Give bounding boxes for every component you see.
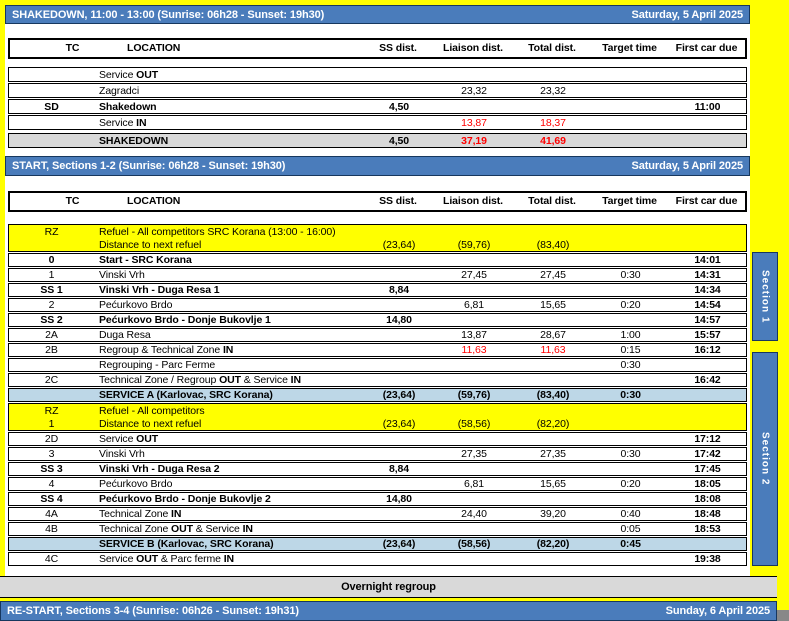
- cell-total: (83,40): [536, 238, 570, 251]
- column-header-ss: SS dist.: [379, 195, 417, 207]
- column-header-due: First car due: [675, 195, 738, 207]
- cell-total: (82,20): [536, 538, 570, 550]
- cell-tc: SS 4: [40, 493, 63, 505]
- cell-liaison: 11,63: [461, 344, 487, 356]
- shakedown-banner-date: Saturday, 5 April 2025: [631, 8, 743, 21]
- table-row: [8, 522, 747, 536]
- cell-liaison: (58,56): [457, 538, 491, 550]
- table-row: [8, 358, 747, 372]
- table-row: [8, 507, 747, 521]
- section-2-tab-label: Section 2: [759, 432, 771, 486]
- cell-liaison: 27,35: [461, 448, 487, 460]
- cell-tc: 4B: [45, 523, 58, 535]
- cell-loc: Distance to next refuel: [99, 238, 202, 251]
- cell-loc: Zagradci: [99, 84, 140, 97]
- cell-due: 18:48: [694, 508, 721, 520]
- table-row: [8, 115, 747, 130]
- cell-liaison: 27,45: [461, 269, 487, 281]
- cell-target: 0:05: [620, 523, 641, 535]
- cell-loc: Shakedown: [99, 100, 157, 113]
- cell-due: 14:01: [694, 254, 721, 266]
- cell-due: 18:05: [694, 478, 721, 490]
- cell-loc: Regroup & Technical Zone IN: [99, 344, 234, 356]
- cell-ss: (23,64): [382, 538, 416, 550]
- cell-tc: 2A: [45, 329, 58, 341]
- cell-tc: RZ: [44, 225, 59, 238]
- cell-target: 0:40: [620, 508, 641, 520]
- start-banner: [5, 156, 750, 176]
- cell-total: (82,20): [536, 417, 570, 430]
- cell-total: 18,37: [540, 116, 566, 129]
- cell-tc: 0: [48, 254, 55, 266]
- table-row: [8, 298, 747, 312]
- cell-loc: SHAKEDOWN: [99, 134, 169, 147]
- cell-due: 18:08: [694, 493, 721, 505]
- shakedown-banner-title: SHAKEDOWN, 11:00 - 13:00 (Sunrise: 06h28 - Sunset: 19h30): [12, 8, 325, 21]
- table-row: [8, 447, 747, 461]
- table-row: [8, 238, 747, 252]
- cell-target: 0:30: [620, 359, 641, 371]
- column-header-total: Total dist.: [528, 195, 576, 207]
- cell-tc: 4C: [44, 553, 59, 565]
- table-row: [8, 537, 747, 551]
- cell-liaison: (59,76): [457, 389, 491, 401]
- cell-due: 17:42: [694, 448, 721, 460]
- cell-due: 14:34: [694, 284, 721, 296]
- cell-target: 0:45: [620, 538, 641, 550]
- cell-loc: Technical Zone / Regroup OUT & Service IN: [99, 374, 301, 386]
- cell-ss: (23,64): [382, 238, 416, 251]
- cell-loc: Vinski Vrh: [99, 269, 145, 281]
- cell-ss: 14,80: [386, 493, 412, 505]
- cell-total: 23,32: [540, 84, 566, 97]
- cell-tc: 1: [48, 269, 55, 281]
- shakedown-banner: [5, 5, 750, 24]
- table-row: [8, 403, 747, 417]
- column-header-row-shakedown: [8, 38, 747, 59]
- cell-loc: Service OUT: [99, 433, 159, 445]
- table-row: [8, 462, 747, 476]
- cell-liaison: (58,56): [457, 417, 491, 430]
- section-1-tab: [752, 252, 778, 341]
- table-row: [8, 133, 747, 148]
- cell-due: 15:57: [694, 329, 721, 341]
- cell-loc: Distance to next refuel: [99, 417, 202, 430]
- cell-due: 14:54: [694, 299, 721, 311]
- table-row: [8, 83, 747, 98]
- cell-target: 0:15: [620, 344, 641, 356]
- cell-tc: RZ: [44, 404, 59, 417]
- table-row: [8, 492, 747, 506]
- overnight-regroup-label: Overnight regroup: [341, 581, 436, 593]
- cell-total: (83,40): [536, 389, 570, 401]
- cell-liaison: 23,32: [461, 84, 487, 97]
- cell-due: 16:42: [694, 374, 721, 386]
- cell-loc: Technical Zone OUT & Service IN: [99, 523, 253, 535]
- cell-total: 15,65: [540, 478, 566, 490]
- cell-ss: 8,84: [388, 284, 410, 296]
- cell-target: 0:30: [620, 269, 641, 281]
- cell-liaison: 24,40: [461, 508, 487, 520]
- cell-loc: Pećurkovo Brdo - Donje Bukovlje 1: [99, 314, 271, 326]
- table-row: [8, 373, 747, 387]
- table-row: [8, 253, 747, 267]
- table-row: [8, 224, 747, 238]
- cell-loc: Vinski Vrh: [99, 448, 145, 460]
- cell-total: 15,65: [540, 299, 566, 311]
- table-row: [8, 343, 747, 357]
- cell-due: 11:00: [694, 100, 721, 113]
- section-2-tab: [752, 352, 778, 566]
- column-header-liaison: Liaison dist.: [443, 42, 503, 54]
- cell-target: 0:20: [620, 299, 641, 311]
- cell-due: 14:31: [694, 269, 721, 281]
- cell-due: 17:45: [694, 463, 721, 475]
- cell-due: 19:38: [694, 553, 721, 565]
- cell-target: 0:30: [620, 448, 641, 460]
- section-1-tab-label: Section 1: [759, 269, 771, 324]
- cell-liaison: 6,81: [463, 299, 485, 311]
- cell-total: 41,69: [540, 134, 566, 147]
- cell-loc: Refuel - All competitors: [99, 404, 205, 417]
- cell-ss: 14,80: [386, 314, 412, 326]
- table-row: [8, 99, 747, 114]
- restart-banner: [0, 601, 777, 621]
- table-row: [8, 432, 747, 446]
- column-header-loc: LOCATION: [127, 195, 181, 207]
- cell-ss: 4,50: [388, 134, 410, 147]
- table-row: [8, 328, 747, 342]
- cell-loc: Service OUT: [99, 68, 159, 81]
- column-header-target: Target time: [602, 42, 657, 54]
- cell-due: 16:12: [694, 344, 721, 356]
- cell-loc: SERVICE A (Karlovac, SRC Korana): [99, 389, 273, 401]
- cell-loc: Service OUT & Parc ferme IN: [99, 553, 235, 565]
- cell-liaison: 13,87: [461, 329, 487, 341]
- cell-liaison: 6,81: [463, 478, 485, 490]
- cell-ss: (23,64): [382, 417, 416, 430]
- cell-loc: Refuel - All competitors SRC Korana (13:00 - 16:00): [99, 225, 336, 238]
- cell-loc: Service IN: [99, 116, 147, 129]
- column-header-tc: TC: [65, 42, 80, 54]
- cell-target: 0:20: [620, 478, 641, 490]
- cell-loc: Pećurkovo Brdo - Donje Bukovlje 2: [99, 493, 271, 505]
- cell-tc: 2: [48, 299, 55, 311]
- cell-liaison: 13,87: [461, 116, 487, 129]
- cell-target: 1:00: [620, 329, 641, 341]
- cell-loc: Vinski Vrh - Duga Resa 1: [99, 284, 220, 296]
- cell-total: 28,67: [540, 329, 566, 341]
- cell-loc: Vinski Vrh - Duga Resa 2: [99, 463, 220, 475]
- table-row: [8, 388, 747, 402]
- cell-tc: 4A: [45, 508, 58, 520]
- table-row: [8, 477, 747, 491]
- cell-tc: 2D: [44, 433, 59, 445]
- itinerary-document: [5, 5, 750, 576]
- table-row: [8, 67, 747, 82]
- cell-tc: 3: [48, 448, 55, 460]
- table-row: [8, 313, 747, 327]
- column-header-loc: LOCATION: [127, 42, 181, 54]
- cell-loc: Duga Resa: [99, 329, 151, 341]
- column-header-due: First car due: [675, 42, 738, 54]
- cell-due: 18:53: [694, 523, 721, 535]
- cell-tc: 2C: [44, 374, 59, 386]
- cell-ss: 8,84: [388, 463, 410, 475]
- table-row: [8, 283, 747, 297]
- cell-loc: Start - SRC Korana: [99, 254, 192, 266]
- cell-tc: SD: [44, 100, 59, 113]
- cell-total: 11,63: [540, 344, 566, 356]
- table-row: [8, 552, 747, 566]
- cell-liaison: (59,76): [457, 238, 491, 251]
- cell-target: 0:30: [620, 389, 641, 401]
- column-header-ss: SS dist.: [379, 42, 417, 54]
- shakedown-table: [8, 67, 747, 149]
- cell-tc: SS 2: [40, 314, 63, 326]
- column-header-target: Target time: [602, 195, 657, 207]
- restart-banner-date: Sunday, 6 April 2025: [665, 605, 770, 617]
- cell-due: 17:12: [694, 433, 721, 445]
- cell-loc: Regrouping - Parc Ferme: [99, 359, 216, 371]
- cell-tc: 1: [48, 417, 55, 430]
- column-header-row-start: [8, 191, 747, 212]
- cell-loc: Pećurkovo Brdo: [99, 299, 173, 311]
- overnight-regroup-band: [0, 576, 777, 598]
- column-header-total: Total dist.: [528, 42, 576, 54]
- cell-tc: SS 3: [40, 463, 63, 475]
- column-header-liaison: Liaison dist.: [443, 195, 503, 207]
- cell-tc: 2B: [45, 344, 58, 356]
- cell-liaison: 37,19: [461, 134, 487, 147]
- cell-tc: SS 1: [40, 284, 63, 296]
- cell-total: 39,20: [540, 508, 566, 520]
- cell-total: 27,45: [540, 269, 566, 281]
- table-row: [8, 417, 747, 431]
- cell-ss: (23,64): [382, 389, 416, 401]
- cell-due: 14:57: [694, 314, 721, 326]
- start-table: [8, 224, 747, 567]
- cell-loc: Technical Zone IN: [99, 508, 182, 520]
- restart-banner-title: RE-START, Sections 3-4 (Sunrise: 06h26 - Sunset: 19h31): [7, 605, 299, 617]
- cell-ss: 4,50: [388, 100, 410, 113]
- column-header-tc: TC: [65, 195, 80, 207]
- cell-loc: Pećurkovo Brdo: [99, 478, 173, 490]
- table-row: [8, 268, 747, 282]
- start-banner-date: Saturday, 5 April 2025: [631, 160, 743, 172]
- cell-total: 27,35: [540, 448, 566, 460]
- cell-tc: 4: [48, 478, 55, 490]
- start-banner-title: START, Sections 1-2 (Sunrise: 06h28 - Sunset: 19h30): [12, 160, 286, 172]
- cell-loc: SERVICE B (Karlovac, SRC Korana): [99, 538, 274, 550]
